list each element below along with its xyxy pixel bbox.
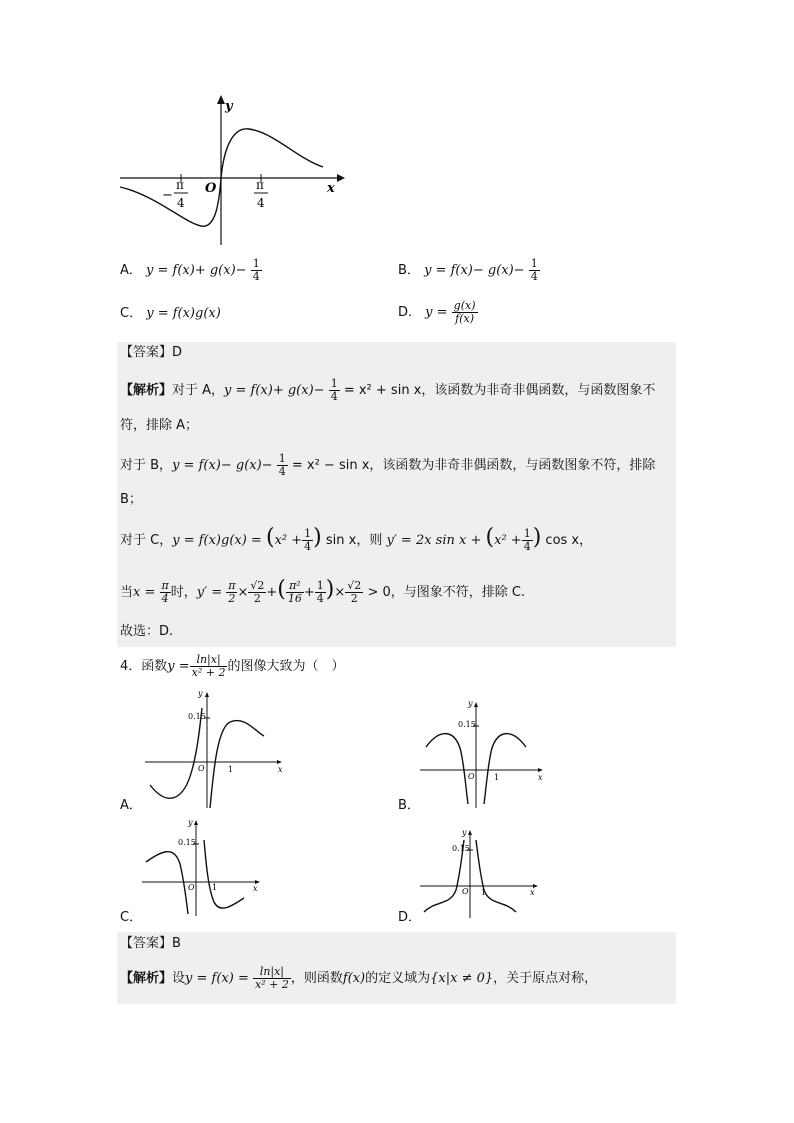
text: 设 [172,971,186,986]
text: 时， [170,585,197,600]
q4-option-a: A． [120,798,142,813]
origin-label: O [462,887,469,896]
expr: x² + [494,533,522,548]
q3-analysis-line7: 故选：D. [120,624,174,639]
y-axis-label: y [225,99,233,114]
fraction [160,580,171,605]
curve-left [426,734,468,804]
frac-num: 1 [278,452,286,465]
frac-den: 2 [228,592,236,605]
text: 的定义域为 [365,971,431,986]
op: + [266,585,278,600]
frac-num: ln|x| [190,654,228,667]
op: + [303,585,315,600]
curve-left [150,708,202,798]
curve-right [484,734,526,804]
paren: ) [532,525,542,550]
op: × [237,585,249,600]
option-letter: A． [120,263,142,278]
fraction [253,966,291,991]
frac-den: 4 [304,540,312,553]
frac-num: g(x) [453,299,476,312]
y-axis-arrow [217,95,225,104]
fraction [522,528,533,553]
fraction [452,300,478,325]
x-label: x [253,884,258,893]
option-letter: C． [120,306,143,321]
curve-right [476,840,516,912]
frac-num: √2 [250,579,265,592]
paren: ( [277,577,286,602]
pos-tick-pi: π [256,178,264,192]
x-label: x [538,773,543,782]
option-b [398,258,540,283]
neg-tick-four: 4 [177,196,185,210]
tick-val: 0.15 [458,720,476,729]
x-label: x [278,765,283,774]
paren: ) [313,525,322,550]
op: × [334,585,346,600]
fraction [190,654,228,679]
fraction [226,580,237,605]
option-expr: y = f(x)+ g(x)− [146,263,247,278]
curve-right [210,721,264,808]
q4-graph-c [140,818,265,918]
text: > 0，与图象不符，排除 C. [367,585,526,600]
tick-one: 1 [228,765,234,774]
frac-den: 4 [523,540,531,553]
paren: ( [485,525,495,550]
frac-num: 1 [523,527,531,540]
curve-right [204,840,244,908]
origin-label: O [468,772,475,781]
frac-den: x² + 2 [191,666,226,679]
frac-num: 1 [252,257,260,270]
frac-den: 4 [530,270,538,283]
y-label: y [188,818,193,827]
frac-den: 4 [161,592,169,605]
option-expr: y = f(x)− g(x)− [424,263,525,278]
text: 的图像大致为（ ） [227,659,345,674]
fraction [345,580,363,605]
origin-label: O [198,764,205,773]
origin-label: O [188,883,195,892]
text: = x² − sin x，该函数为非奇非偶函数，与函数图象不符，排除 [291,458,656,473]
frac-den: 4 [330,390,338,403]
text: 对于 A， [172,383,225,398]
frac-num: 1 [530,257,538,270]
q3-analysis-line5 [120,525,593,553]
frac-den: 4 [252,270,260,283]
option-d [398,300,478,325]
text: = x² + sin x，该函数为非奇非偶函数，与函数图象不 [343,383,656,398]
pos-tick-four: 4 [257,196,265,210]
frac-den: 2 [253,592,261,605]
y-label: y [198,690,203,698]
frac-den: 4 [278,465,286,478]
expr: {x|x ≠ 0} [430,971,494,986]
text: ，关于原点对称， [493,971,598,986]
q4-option-d: D． [398,910,422,925]
frac-num: √2 [347,579,362,592]
tick-one: 1 [212,883,218,892]
expr: x² + [274,533,303,548]
analysis-label: 【解析】 [120,383,173,398]
q3-analysis-line1 [120,378,655,403]
frac-num: 1 [304,527,312,540]
text: 对于 C， [120,533,173,548]
option-letter: B． [398,263,420,278]
frac-den: 4 [316,592,324,605]
fraction [302,528,313,553]
expr: y = [167,659,190,674]
tick-one: 1 [494,773,500,782]
expr: x = [133,585,156,600]
paren: ( [265,525,275,550]
top-function-graph [115,95,345,250]
x-axis-label: x [327,181,335,196]
fraction [529,258,540,283]
paren: ) [325,577,335,602]
frac-den: f(x) [455,312,475,325]
expr: f(x) [342,971,366,986]
q4-answer-label: 【答案】B [120,936,181,951]
option-c [120,306,221,322]
y-label: y [468,700,473,708]
text: sin x，则 [325,533,383,548]
x-axis-arrow [337,174,345,182]
fraction [277,453,288,478]
text: 对于 B， [120,458,173,473]
frac-num: 1 [330,377,338,390]
option-expr: y = f(x)g(x) [146,306,221,321]
y-label: y [462,828,467,837]
expr: y = f(x)− g(x)− [172,458,273,473]
q3-analysis-line3 [120,453,655,478]
q4-stem [120,654,345,679]
frac-num: 1 [316,579,324,592]
q3-answer-label: 【答案】D [120,345,183,360]
expr: y′ = [196,585,223,600]
origin-label: O [205,181,217,196]
expr: y = f(x)+ g(x)− [224,383,325,398]
q4-graph-d [418,828,543,920]
q4-graph-a [140,690,285,810]
tick-val: 0.15 [178,838,196,847]
expr: y = f(x) = [185,971,249,986]
q4-option-c: C． [120,910,143,925]
curve-left [146,852,188,914]
tick-one: 1 [481,888,487,897]
text: 4．函数 [120,659,168,674]
tick-val: 0.15 [188,712,206,721]
frac-num: ln|x| [253,966,291,979]
expr: y′ = 2x sin x + [386,533,482,548]
text: cos x， [545,533,593,548]
q3-analysis-line4: B； [120,492,142,507]
analysis-label: 【解析】 [120,971,173,986]
fraction [329,378,340,403]
q3-analysis-line6 [120,577,526,605]
q4-analysis-line [120,966,597,991]
minus-sign: − [162,188,173,203]
option-a [120,258,262,283]
frac-den: x² + 2 [255,978,289,991]
fraction [248,580,266,605]
option-expr: y = [425,305,448,320]
q4-graph-b [418,700,548,810]
option-letter: D． [398,305,422,320]
text: ，则函数 [290,971,343,986]
frac-num: π [228,579,236,592]
frac-num: π² [286,580,304,593]
fraction [315,580,326,605]
x-label: x [530,888,535,897]
q4-option-b: B． [398,798,420,813]
fraction [251,258,262,283]
fraction [286,580,304,605]
expr: y = f(x)g(x) = [172,533,262,548]
frac-den: 2 [350,592,358,605]
text: 当 [120,585,134,600]
frac-num: π [161,579,169,592]
neg-tick-pi: π [176,178,184,192]
q3-analysis-line2: 符，排除 A； [120,418,199,433]
frac-den: 16 [287,592,302,605]
tick-val: 0.15 [452,844,470,853]
